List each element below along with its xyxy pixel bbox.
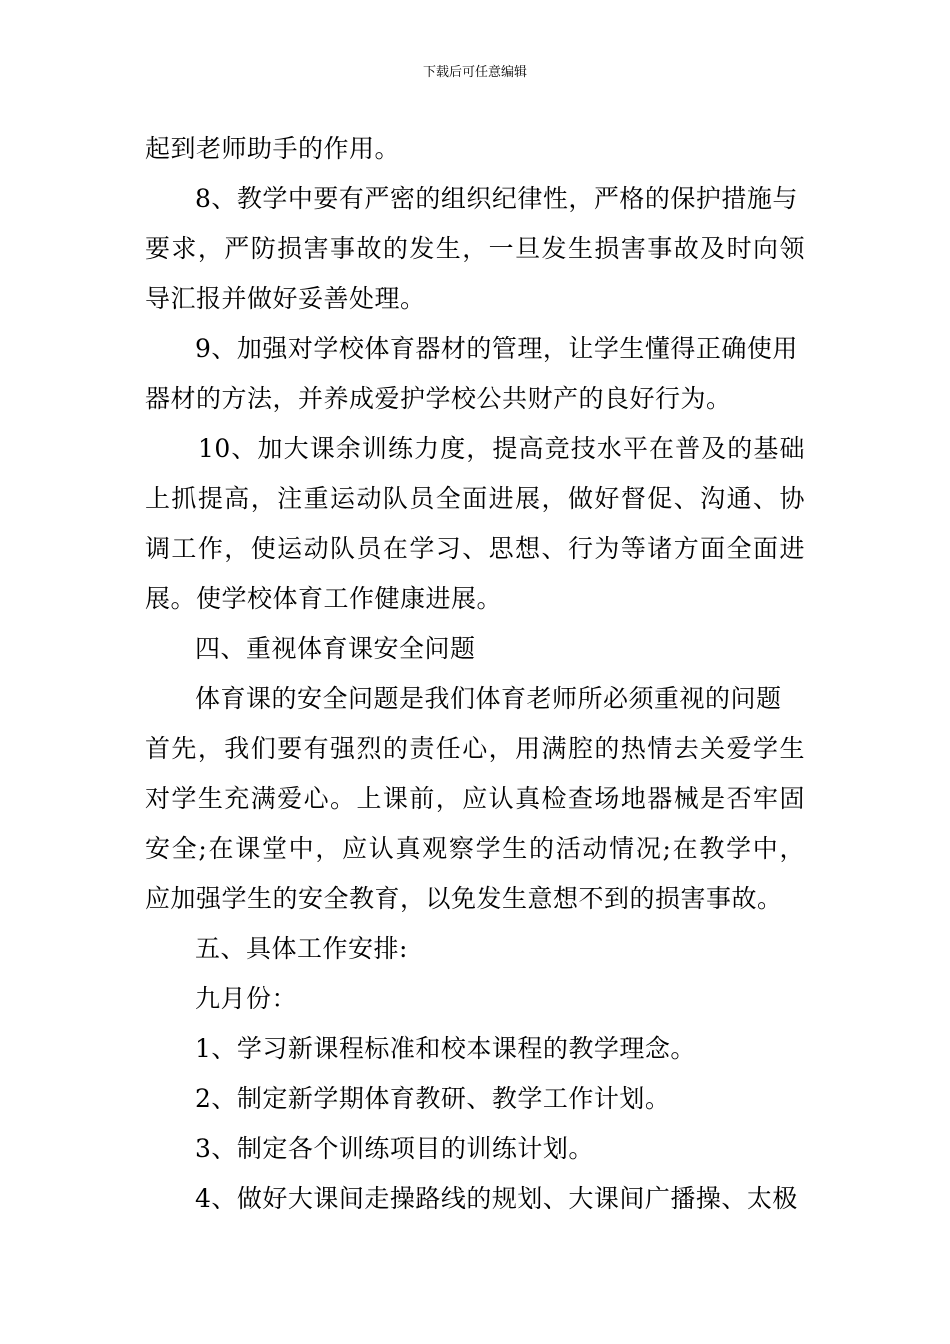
list-item: 2、制定新学期体育教研、教学工作计划。 <box>195 1084 671 1113</box>
text-line: 9、加强对学校体育器材的管理，让学生懂得正确使用 <box>195 334 798 363</box>
text-line: 九月份： <box>195 984 298 1013</box>
text-line: 首先，我们要有强烈的责任心，用满腔的热情去关爱学生 <box>145 734 805 763</box>
text-line: 调工作，使运动队员在学习、思想、行为等诸方面全面进 <box>145 534 805 563</box>
text-line: 起到老师助手的作用。 <box>145 134 401 163</box>
list-item: 4、做好大课间走操路线的规划、大课间广播操、太极 <box>195 1184 798 1213</box>
section-heading: 五、具体工作安排: <box>195 934 408 963</box>
text-line: 上抓提高，注重运动队员全面进展，做好督促、沟通、协 <box>145 484 805 513</box>
text-line: 导汇报并做好妥善处理。 <box>145 284 426 313</box>
text-line: 安全;在课堂中，应认真观察学生的活动情况;在教学中， <box>145 834 805 863</box>
text-line: 要求，严防损害事故的发生，一旦发生损害事故及时向领 <box>145 234 805 263</box>
list-item: 3、制定各个训练项目的训练计划。 <box>195 1134 594 1163</box>
text-line: 10、加大课余训练力度，提高竞技水平在普及的基础 <box>198 434 805 463</box>
section-heading: 四、重视体育课安全问题 <box>195 634 476 663</box>
text-line: 体育课的安全问题是我们体育老师所必须重视的问题 <box>195 684 782 713</box>
text-line: 展。使学校体育工作健康进展。 <box>145 584 503 613</box>
text-line: 器材的方法，并养成爱护学校公共财产的良好行为。 <box>145 384 732 413</box>
page-header: 下载后可任意编辑 <box>422 65 527 80</box>
text-line: 应加强学生的安全教育，以免发生意想不到的损害事故。 <box>145 884 783 913</box>
text-line: 对学生充满爱心。上课前，应认真检查场地器械是否牢固 <box>145 784 805 813</box>
text-line: 8、教学中要有严密的组织纪律性，严格的保护措施与 <box>195 184 798 213</box>
list-item: 1、学习新课程标准和校本课程的教学理念。 <box>195 1034 696 1063</box>
